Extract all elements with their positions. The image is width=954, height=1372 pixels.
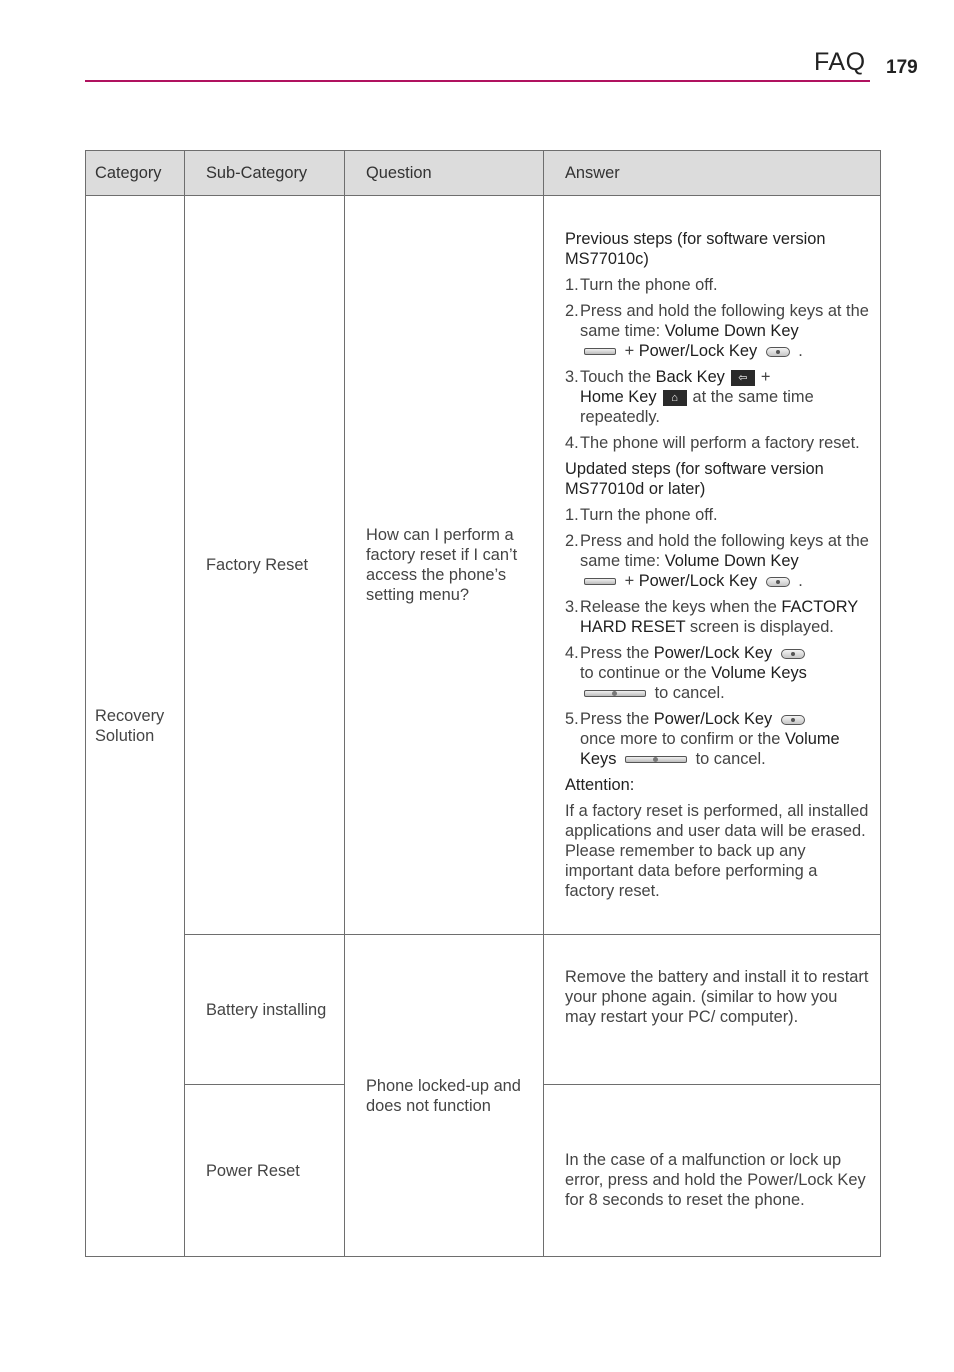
step-text: Press and hold the following keys at the same time: xyxy=(580,302,869,340)
key-name: Power/Lock Key xyxy=(653,644,773,662)
key-name: Power/Lock Key xyxy=(653,710,773,728)
step-text: Turn the phone off. xyxy=(580,506,718,524)
step-number: 1. xyxy=(565,276,579,294)
list-item xyxy=(565,301,870,361)
power-lock-key-icon xyxy=(781,649,805,659)
step-text: to cancel. xyxy=(654,684,725,702)
page-title: FAQ xyxy=(814,48,866,76)
header-divider xyxy=(85,80,870,82)
step-number: 2. xyxy=(565,302,579,320)
key-name: Back Key xyxy=(655,368,725,386)
subcategory-cell: Power Reset xyxy=(185,1085,345,1257)
list-item xyxy=(565,531,870,591)
key-name: Volume Down Key xyxy=(664,322,799,340)
step-text: . xyxy=(798,342,803,360)
step-number: 4. xyxy=(565,644,579,662)
step-text: + xyxy=(760,368,771,386)
step-text: once more to confirm or the xyxy=(580,730,785,748)
step-number: 2. xyxy=(565,532,579,550)
faq-table xyxy=(85,150,881,1257)
power-lock-key-icon xyxy=(781,715,805,725)
volume-keys-icon xyxy=(625,756,687,763)
table-row xyxy=(86,935,881,1085)
category-cell: Recovery Solution xyxy=(86,196,185,1257)
answer-text: Remove the battery and install it to restart your phone again. (similar to how you may restart your PC/ computer). xyxy=(565,967,869,1026)
power-lock-key-icon xyxy=(766,577,790,587)
step-text: at the same time repeatedly. xyxy=(580,388,814,426)
volume-down-key-icon xyxy=(584,578,616,585)
step-text: The phone will perform a factory reset. xyxy=(580,434,860,452)
answer-cell xyxy=(544,935,881,1085)
back-key-icon: ⇦ xyxy=(731,370,755,386)
key-name: FACTORY HARD RESET xyxy=(580,598,858,636)
step-text: + xyxy=(624,342,639,360)
answer-cell xyxy=(544,1085,881,1257)
question-cell: How can I perform a factory reset if I can’t access the phone’s setting menu? xyxy=(345,196,544,935)
power-lock-key-icon xyxy=(766,347,790,357)
list-item xyxy=(565,275,870,295)
column-header-answer: Answer xyxy=(544,151,881,196)
step-number: 4. xyxy=(565,434,579,452)
list-item xyxy=(565,367,870,427)
previous-steps-list xyxy=(565,275,870,453)
attention-heading: Attention: xyxy=(565,776,635,794)
column-header-question: Question xyxy=(345,151,544,196)
updated-steps-heading: Updated steps (for software version MS77010d or later) xyxy=(565,460,824,498)
key-name: Volume Keys xyxy=(580,730,840,768)
step-number: 5. xyxy=(565,710,579,728)
list-item xyxy=(565,505,870,525)
subcategory-cell: Factory Reset xyxy=(185,196,345,935)
volume-down-key-icon xyxy=(584,348,616,355)
list-item xyxy=(565,597,870,637)
attention-text: If a factory reset is performed, all installed applications and user data will be erased. Please remember to back up any important data before performing a factory reset. xyxy=(565,802,869,900)
column-header-subcategory: Sub-Category xyxy=(185,151,345,196)
step-text: Press the xyxy=(580,710,654,728)
key-name: Power/Lock Key xyxy=(638,572,758,590)
step-text: to cancel. xyxy=(695,750,766,768)
step-text: . xyxy=(798,572,803,590)
answer-text: In the case of a malfunction or lock up error, press and hold the Power/Lock Key for 8 seconds to reset the phone. xyxy=(565,1150,866,1209)
table-row xyxy=(86,196,881,935)
step-text: + xyxy=(624,572,639,590)
question-cell: Phone locked-up and does not function xyxy=(345,935,544,1257)
subcategory-cell: Battery installing xyxy=(185,935,345,1085)
list-item xyxy=(565,433,870,453)
step-text: Press the xyxy=(580,644,654,662)
step-number: 1. xyxy=(565,506,579,524)
step-text: to continue or the xyxy=(580,664,712,682)
step-number: 3. xyxy=(565,598,579,616)
previous-steps-heading: Previous steps (for software version MS77010c) xyxy=(565,230,826,268)
list-item xyxy=(565,709,870,769)
updated-steps-list xyxy=(565,505,870,769)
step-text: Turn the phone off. xyxy=(580,276,718,294)
step-number: 3. xyxy=(565,368,579,386)
key-name: Volume Keys xyxy=(711,664,807,682)
volume-keys-icon xyxy=(584,690,646,697)
table-header-row xyxy=(86,151,881,196)
step-text: screen is displayed. xyxy=(685,618,834,636)
home-key-icon: ⌂ xyxy=(663,390,687,406)
step-text: Touch the xyxy=(580,368,656,386)
page-number: 179 xyxy=(886,57,918,78)
key-name: Power/Lock Key xyxy=(638,342,758,360)
list-item xyxy=(565,643,870,703)
step-text: Press and hold the following keys at the same time: xyxy=(580,532,869,570)
key-name: Home Key xyxy=(580,388,657,406)
column-header-category: Category xyxy=(86,151,185,196)
key-name: Volume Down Key xyxy=(664,552,799,570)
answer-cell xyxy=(544,196,881,935)
step-text: Release the keys when the xyxy=(580,598,782,616)
